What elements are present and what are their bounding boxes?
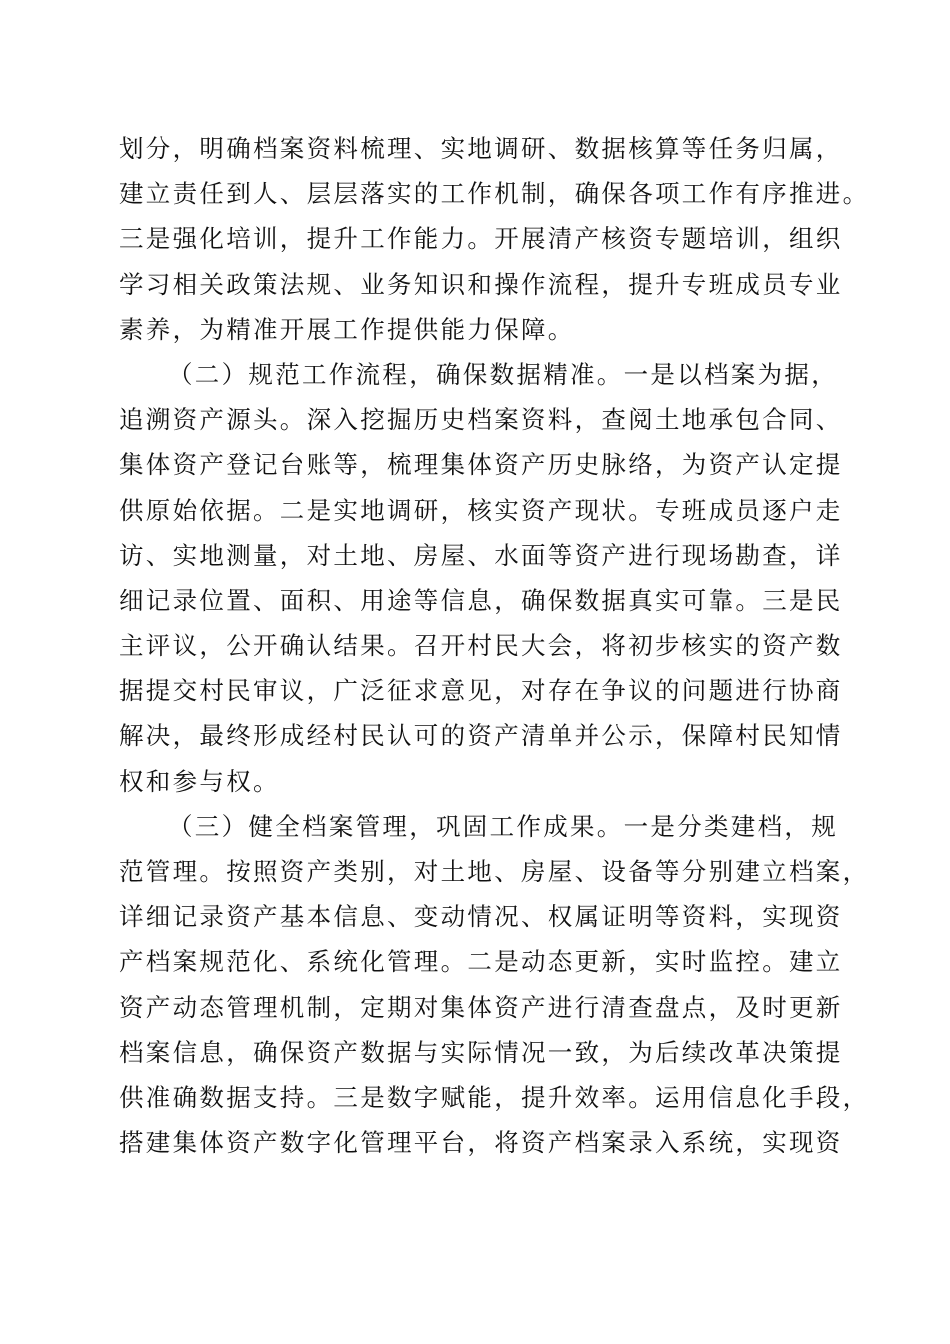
text-line: 三是强化培训，提升工作能力。开展清产核资专题培训，组织 [119,224,843,254]
text-line: 详细记录资产基本信息、变动情况、权属证明等资料，实现资 [119,902,843,932]
text-line: 范管理。按照资产类别，对土地、房屋、设备等分别建立档案， [119,857,870,886]
text-line: 解决，最终形成经村民认可的资产清单并公示，保障村民知情 [119,721,843,751]
text-line: 供准确数据支持。三是数字赋能，提升效率。运用信息化手段， [119,1082,870,1112]
text-line: 主评议，公开确认结果。召开村民大会，将初步核实的资产数 [119,631,843,661]
text-line: 供原始依据。二是实地调研，核实资产现状。专班成员逐户走 [119,495,843,525]
text-line: 素养，为精准开展工作提供能力保障。 [119,314,575,344]
text-line: 追溯资产源头。深入挖掘历史档案资料，查阅土地承包合同、 [119,405,843,435]
text-line: 搭建集体资产数字化管理平台，将资产档案录入系统，实现资 [119,1128,843,1158]
text-line: 访、实地测量，对土地、房屋、水面等资产进行现场勘查，详 [119,540,843,570]
text-line: 集体资产登记台账等，梳理集体资产历史脉络，为资产认定提 [119,450,843,480]
document-body [119,126,870,1165]
section-heading-line: （二）规范工作流程，确保数据精准。一是以档案为据， [168,359,838,389]
text-line: 学习相关政策法规、业务知识和操作流程，提升专班成员专业 [119,269,843,299]
text-line: 建立责任到人、层层落实的工作机制，确保各项工作有序推进。 [119,179,870,209]
text-line: 据提交村民审议，广泛征求意见，对存在争议的问题进行协商 [119,676,843,706]
text-line: 划分，明确档案资料梳理、实地调研、数据核算等任务归属， [119,134,843,163]
text-line: 资产动态管理机制，定期对集体资产进行清查盘点，及时更新 [119,992,843,1022]
text-line: 档案信息，确保资产数据与实际情况一致，为后续改革决策提 [119,1037,843,1067]
text-line: 细记录位置、面积、用途等信息，确保数据真实可靠。三是民 [119,585,843,615]
section-heading-line: （三）健全档案管理，巩固工作成果。一是分类建档，规 [168,811,838,841]
text-line: 产档案规范化、系统化管理。二是动态更新，实时监控。建立 [119,947,843,977]
text-line: 权和参与权。 [119,766,280,796]
